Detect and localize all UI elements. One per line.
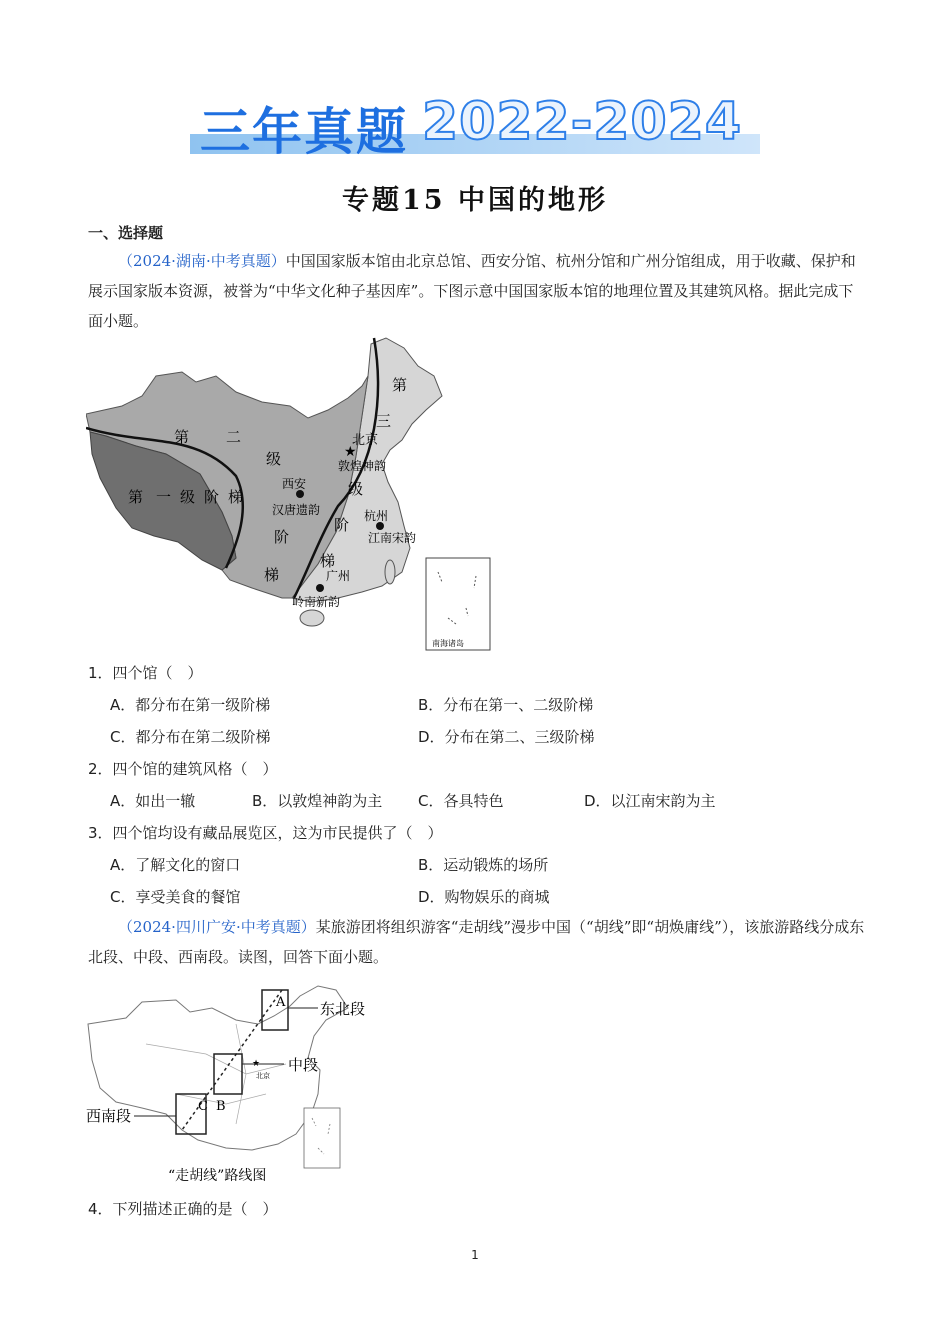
middle-label: 中段 [288,1056,319,1074]
question-3-stem: 3．四个馆均设有藏品展览区，这为市民提供了（ ） [88,824,443,842]
banner-title-part2: 2022-2024 [422,92,743,152]
map2-beijing-star-icon: ★ [252,1059,261,1069]
map2-inset-frame [304,1108,340,1168]
question-1-option-c[interactable]: C．都分布在第二级阶梯 [110,728,271,746]
map-inset-frame [426,558,490,650]
southwest-label: 西南段 [86,1107,132,1125]
map-step3-char5: 梯 [320,553,336,570]
city-xian-label: 西安 [282,477,307,491]
banner-title-part1: 三年真题 [200,103,408,161]
question-2-option-a[interactable]: A．如出一辙 [110,792,196,810]
city-hangzhou-dot [376,522,384,530]
city-beijing-style: 敦煌神韵 [338,459,387,473]
passage-1-source: （2024·湖南·中考真题） [118,252,286,270]
question-1-option-a[interactable]: A．都分布在第一级阶梯 [110,696,271,714]
map2-caption: “走胡线”路线图 [168,1168,267,1184]
question-1-option-b[interactable]: B．分布在第一、二级阶梯 [418,696,594,714]
map-step3-char1: 第 [392,377,408,394]
passage-2 [88,912,868,972]
city-guangzhou-style: 岭南新韵 [292,595,341,609]
question-2-option-d[interactable]: D．以江南宋韵为主 [584,792,716,810]
map-step3-char2: 三 [376,413,392,430]
question-3-option-c[interactable]: C．享受美食的餐馆 [110,888,241,906]
document-title: 专题15 中国的地形 [342,185,608,216]
map-step2-char4: 阶 [274,529,290,546]
city-guangzhou-dot [316,584,324,592]
hu-line-route-map [86,984,386,1188]
city-guangzhou-label: 广州 [326,569,351,583]
map-step2-char1: 第 [174,429,190,446]
question-2-option-b[interactable]: B．以敦煌神韵为主 [252,792,383,810]
map-step2-char5: 梯 [264,567,280,584]
question-4-stem: 4．下列描述正确的是（ ） [88,1200,278,1218]
point-a-label: A [276,995,286,1010]
passage-1 [88,246,868,336]
map-step1-char3: 级 [180,489,196,506]
city-hangzhou-style: 江南宋韵 [368,531,417,545]
section-heading: 一、选择题 [88,224,164,242]
map-step3-char3: 级 [348,481,364,498]
city-xian-style: 汉唐遗韵 [272,503,321,517]
northeast-label: 东北段 [320,1000,366,1018]
beijing-star-icon: ★ [344,444,357,460]
map-step1-char2: 一 [156,489,172,506]
page-number: 1 [471,1248,479,1262]
map-hainan [300,610,324,626]
city-hangzhou-label: 杭州 [364,509,389,523]
map-step1-char1: 第 [128,489,144,506]
passage-1-text: 中国国家版本馆由北京总馆、西安分馆、杭州分馆和广州分馆组成，用于收藏、保护和展示国家版本资源，被誉为“中华文化种子基因库”。下图示意中国国家版本馆的地理位置及其建筑风格。据此完成下面小题。 [88,252,856,330]
header-banner [190,92,760,161]
passage-2-source: （2024·四川广安·中考真题） [118,918,316,936]
map-taiwan [385,560,395,584]
terrain-steps-map [86,336,492,652]
point-b-label: B [216,1099,226,1114]
question-2-stem: 2．四个馆的建筑风格（ ） [88,760,278,778]
passage-2-text: 某旅游团将组织游客“走胡线”漫步中国（“胡线”即“胡焕庸线”），该旅游路线分成东北段、中段、西南段。读图，回答下面小题。 [88,918,865,966]
map2-beijing-label: 北京 [256,1072,270,1080]
map-step3-char4: 阶 [334,517,350,534]
question-3-option-a[interactable]: A．了解文化的窗口 [110,856,241,874]
question-3-option-d[interactable]: D．购物娱乐的商城 [418,888,550,906]
question-1-option-d[interactable]: D．分布在第二、三级阶梯 [418,728,595,746]
map-step1-char5: 梯 [228,489,244,506]
question-1-stem: 1．四个馆（ ） [88,664,203,682]
city-xian-dot [296,490,304,498]
map-step1-char4: 阶 [204,489,220,506]
map-step2-char2: 二 [226,429,242,446]
question-2-option-c[interactable]: C．各具特色 [418,792,504,810]
map-inset-label: 南海诸岛 [432,639,464,648]
city-beijing-label: 北京 [352,433,379,448]
map-step2-char3: 级 [266,451,282,468]
question-3-option-b[interactable]: B．运动锻炼的场所 [418,856,549,874]
point-c-label: C [198,1099,208,1114]
